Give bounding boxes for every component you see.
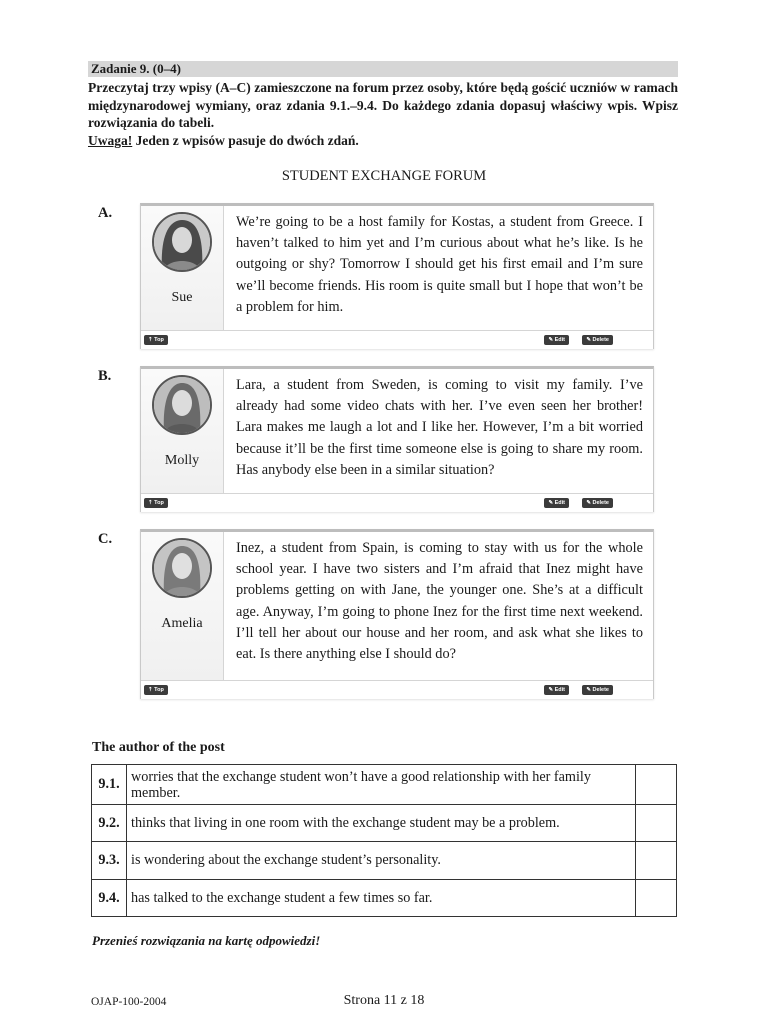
warning-label: Uwaga! bbox=[88, 132, 133, 148]
avatar bbox=[152, 538, 212, 598]
forum-title: STUDENT EXCHANGE FORUM bbox=[281, 168, 487, 184]
table-row bbox=[92, 765, 677, 805]
avatar bbox=[152, 375, 212, 435]
question-text: is wondering about the exchange student’s personality. bbox=[127, 842, 636, 880]
post-author-panel bbox=[141, 206, 224, 330]
post-footer bbox=[141, 493, 653, 512]
post-text: Inez, a student from Spain, is coming to stay with us for the whole school year. I have two sisters and I’m afraid that Inez might have problems getting on with Jane, the younger one. She’s at a difficult age. Anyway, I’m going to phone Inez for the first time next weekend. I’ll tell her about our house and her room, and ask what she likes to eat. Is there anything else I should do? bbox=[236, 540, 643, 663]
post-author-panel bbox=[141, 532, 224, 680]
post-letter-b: B. bbox=[98, 368, 112, 384]
question-number: 9.2. bbox=[92, 805, 127, 842]
post-text: Lara, a student from Sweden, is coming to visit my family. I’ve already had some video chats with her. I’ve even seen her brother! Lara makes me laugh a lot and I like her. However, I’m a bit worried because it’ll be the first time someone else is going to share my room. Has anybody else been in a similar situation? bbox=[236, 377, 643, 478]
post-letter-a: A. bbox=[98, 205, 113, 221]
exam-code: OJAP-100-2004 bbox=[91, 996, 167, 1008]
post-footer bbox=[141, 680, 653, 699]
post-text: We’re going to be a host family for Kostas, a student from Greece. I haven’t talked to him yet and I’m curious about what he’s like. Is he outgoing or shy? Tomorrow I should get his first email and I’m sure we’ll become friends. His room is quite small but I hope that won’t be a problem for him. bbox=[236, 214, 643, 315]
author-name: Amelia bbox=[161, 616, 203, 631]
question-number: 9.4. bbox=[92, 880, 127, 917]
question-number: 9.3. bbox=[92, 842, 127, 880]
answer-table-heading: The author of the post bbox=[92, 740, 225, 755]
table-row bbox=[92, 842, 677, 880]
post-author-panel bbox=[141, 369, 224, 493]
delete-button[interactable]: ✎ Delete bbox=[582, 498, 613, 508]
answer-cell[interactable] bbox=[636, 765, 677, 805]
warning-text: Jeden z wpisów pasuje do dwóch zdań. bbox=[132, 132, 359, 148]
question-text: worries that the exchange student won’t have a good relationship with her family member. bbox=[127, 765, 636, 805]
task-header: Zadanie 9. (0–4) bbox=[88, 61, 678, 77]
table-row bbox=[92, 805, 677, 842]
question-text: thinks that living in one room with the exchange student may be a problem. bbox=[127, 805, 636, 842]
top-button[interactable]: ⇡ Top bbox=[144, 685, 168, 695]
delete-button[interactable]: ✎ Delete bbox=[582, 685, 613, 695]
avatar bbox=[152, 212, 212, 272]
delete-button[interactable]: ✎ Delete bbox=[582, 335, 613, 345]
page-number: Strona 11 z 18 bbox=[343, 993, 425, 1008]
forum-post-b bbox=[140, 366, 654, 512]
forum-post-a bbox=[140, 203, 654, 349]
author-name: Molly bbox=[164, 453, 200, 468]
answer-cell[interactable] bbox=[636, 842, 677, 880]
answer-table bbox=[91, 764, 677, 917]
post-letter-c: C. bbox=[98, 531, 113, 547]
question-number: 9.1. bbox=[92, 765, 127, 805]
author-name: Sue bbox=[171, 290, 193, 305]
edit-button[interactable]: ✎ Edit bbox=[544, 335, 569, 345]
edit-button[interactable]: ✎ Edit bbox=[544, 498, 569, 508]
task-instructions bbox=[88, 79, 678, 149]
transfer-note: Przenieś rozwiązania na kartę odpowiedzi! bbox=[92, 933, 321, 948]
top-button[interactable]: ⇡ Top bbox=[144, 498, 168, 508]
forum-post-c bbox=[140, 529, 654, 699]
answer-cell[interactable] bbox=[636, 805, 677, 842]
top-button[interactable]: ⇡ Top bbox=[144, 335, 168, 345]
table-row bbox=[92, 880, 677, 917]
question-text: has talked to the exchange student a few times so far. bbox=[127, 880, 636, 917]
instructions-text: Przeczytaj trzy wpisy (A–C) zamieszczone na forum przez osoby, które będą gościć uczniów w ramach międzynarodowej wymiany, oraz zdania 9.1.–9.4. Do każdego zdania dopasuj właściwy wpis. Wpisz rozwiązania do tabeli. bbox=[88, 80, 678, 130]
answer-cell[interactable] bbox=[636, 880, 677, 917]
post-footer bbox=[141, 330, 653, 349]
edit-button[interactable]: ✎ Edit bbox=[544, 685, 569, 695]
